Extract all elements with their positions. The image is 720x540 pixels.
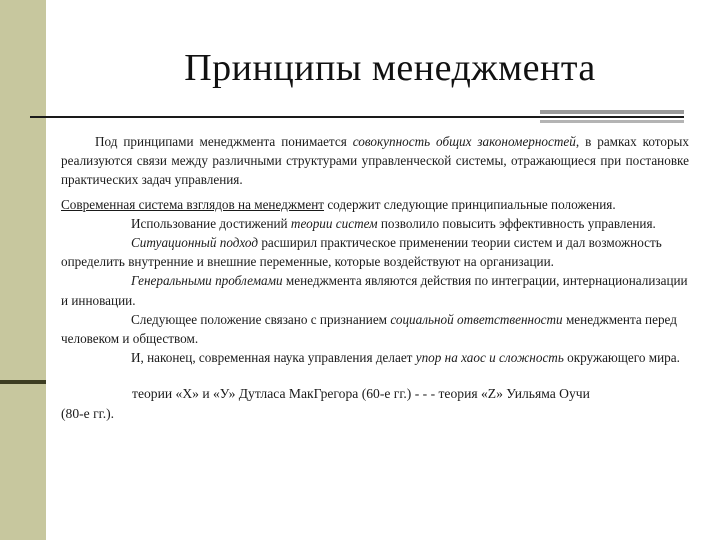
definition-text-end: , в рамках которых реализуются связи между различными структурами управленческой системы, отражающиеся при постановке практических задач управления. bbox=[61, 134, 689, 188]
left-decor-bar bbox=[0, 0, 46, 540]
definition-text: Под принципами менеджмента понимается bbox=[95, 134, 353, 149]
social-responsibility-text: Следующее положение связано с признанием bbox=[131, 311, 391, 327]
situational-approach-text: расширил практическое применении теории систем и дал возможность определить внутренние и внешние переменные, которые воздействуют на организации. bbox=[61, 235, 662, 270]
general-problems-text: менеджмента являются действия по интеграции, интернационализации и инновации. bbox=[61, 273, 688, 308]
chaos-complexity-emphasis: упор на хаос и сложность bbox=[415, 350, 564, 366]
modern-system-text: содержит следующие принципиальные положения. bbox=[324, 196, 616, 212]
slide-title: Принципы менеджмента bbox=[184, 47, 596, 89]
situational-approach-emphasis: Ситуационный подход bbox=[131, 235, 259, 251]
chaos-complexity-text-end: окружающего мира. bbox=[563, 350, 680, 366]
modern-system-underlined: Современная система взглядов на менеджмент bbox=[61, 196, 325, 212]
paragraph-general-problems bbox=[61, 271, 689, 309]
paragraph-social-responsibility bbox=[61, 310, 689, 348]
paragraph-modern-system bbox=[61, 195, 689, 214]
title-divider-rule bbox=[30, 116, 684, 118]
slide-body bbox=[61, 132, 689, 423]
chaos-complexity-text: И, наконец, современная наука управления делает bbox=[131, 350, 416, 366]
paragraph-chaos-complexity bbox=[61, 348, 689, 367]
social-responsibility-text-end: менеджмента перед человеком и обществом. bbox=[61, 311, 677, 347]
paragraph-situational-approach bbox=[61, 233, 689, 271]
systems-theory-text-end: позволило повысить эффективность управления. bbox=[377, 215, 656, 231]
title-accent-rule-top bbox=[540, 110, 684, 114]
general-problems-emphasis: Генеральными проблемами bbox=[131, 273, 283, 289]
paragraph-definition bbox=[61, 132, 689, 190]
definition-emphasis: совокупность общих закономерностей bbox=[352, 134, 576, 149]
paragraph-systems-theory bbox=[61, 214, 689, 233]
theories-note: теории «Х» и «У» Дутласа МакГрегора (60-е гг.) - - - теория «Z» Уильяма Оучи bbox=[132, 386, 590, 402]
theories-note-continued: (80-е гг.). bbox=[61, 405, 115, 421]
title-accent-rule-bottom bbox=[540, 120, 684, 123]
social-responsibility-emphasis: социальной ответственности bbox=[390, 311, 563, 327]
left-decor-notch bbox=[0, 380, 46, 384]
systems-theory-text: Использование достижений bbox=[131, 215, 291, 231]
systems-theory-emphasis: теории систем bbox=[290, 215, 378, 231]
